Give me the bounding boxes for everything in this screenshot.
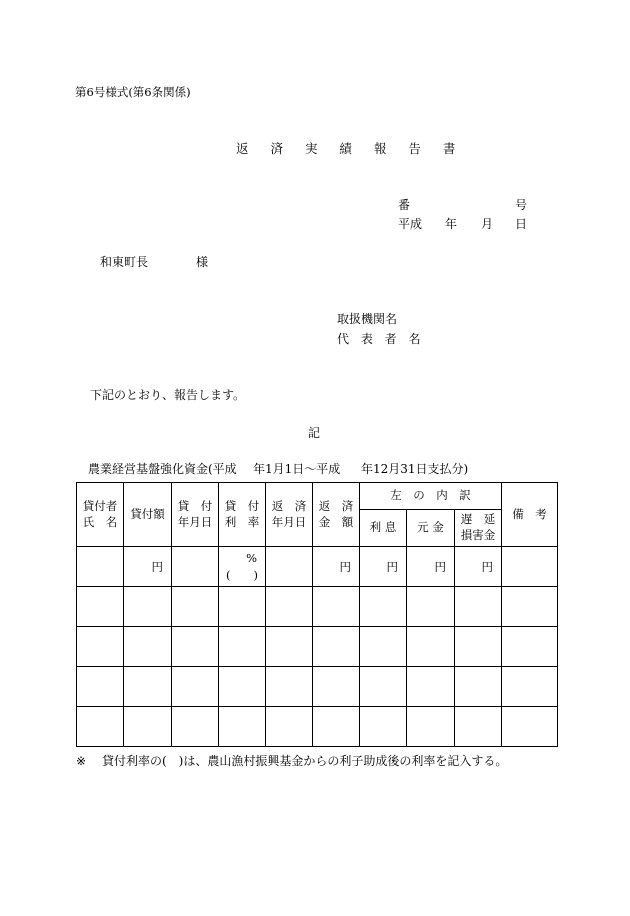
institution-name-label: 取扱機関名	[337, 312, 398, 326]
date-era: 平成	[398, 217, 423, 231]
cell-late-fee[interactable]	[455, 627, 502, 667]
header-breakdown: 左 の 内 訳	[360, 483, 502, 510]
cell-loan-date[interactable]	[172, 547, 219, 587]
cell-late-fee[interactable]	[455, 587, 502, 627]
header-repay-amount: 返 済 金 額	[313, 483, 360, 547]
cell-repay-amount[interactable]: 円	[313, 547, 360, 587]
cell-repay-date[interactable]	[266, 627, 313, 667]
header-late-fee: 遅 延 損害金	[455, 510, 502, 547]
cell-repay-amount[interactable]	[313, 667, 360, 707]
caption-mid: 年1月1日〜平成	[253, 462, 341, 476]
date-year: 年	[445, 217, 458, 231]
form-number: 第6号様式(第6条関係)	[75, 85, 191, 99]
intro-text: 下記のとおり、報告します。	[90, 388, 246, 402]
cell-principal[interactable]	[407, 707, 455, 747]
header-remarks: 備 考	[502, 483, 558, 547]
header-row-top	[77, 483, 558, 510]
cell-late-fee[interactable]: 円	[455, 547, 502, 587]
cell-interest[interactable]: 円	[360, 547, 407, 587]
cell-amount[interactable]	[124, 667, 172, 707]
header-amount: 貸付額	[124, 483, 172, 547]
addressee-honorific: 様	[196, 255, 209, 269]
cell-rate[interactable]	[219, 627, 266, 667]
cell-late-fee[interactable]	[455, 707, 502, 747]
cell-late-fee[interactable]	[455, 667, 502, 707]
cell-loan-date[interactable]	[172, 587, 219, 627]
cell-rate[interactable]	[219, 707, 266, 747]
table-row	[77, 707, 558, 747]
header-principal: 元 金	[407, 510, 455, 547]
cell-borrower[interactable]	[77, 587, 124, 627]
cell-amount[interactable]	[124, 587, 172, 627]
cell-loan-date[interactable]	[172, 707, 219, 747]
cell-repay-date[interactable]	[266, 587, 313, 627]
cell-remarks[interactable]	[502, 667, 558, 707]
header-rate: 貸 付 利 率	[219, 483, 266, 547]
cell-interest[interactable]	[360, 587, 407, 627]
cell-amount[interactable]: 円	[124, 547, 172, 587]
footnote-mark: ※	[76, 754, 87, 768]
cell-principal[interactable]	[407, 627, 455, 667]
cell-remarks[interactable]	[502, 587, 558, 627]
repayment-table	[76, 482, 558, 747]
document-number-label: 番	[398, 198, 411, 212]
cell-principal[interactable]	[407, 667, 455, 707]
table-row	[77, 587, 558, 627]
cell-amount[interactable]	[124, 707, 172, 747]
footnote-text: 貸付利率の( )は、農山漁村振興基金からの利子助成後の利率を記入する。	[102, 754, 508, 768]
cell-borrower[interactable]	[77, 667, 124, 707]
cell-repay-date[interactable]	[266, 547, 313, 587]
ki-heading: 記	[308, 426, 321, 440]
cell-interest[interactable]	[360, 707, 407, 747]
header-loan-date: 貸 付 年月日	[172, 483, 219, 547]
representative-name-label: 代 表 者 名	[337, 332, 425, 346]
cell-rate[interactable]	[219, 587, 266, 627]
caption-end: 年12月31日支払分)	[361, 462, 469, 476]
caption-open: 農業経営基盤強化資金(平成	[88, 462, 237, 476]
cell-rate[interactable]	[219, 667, 266, 707]
table-row	[77, 667, 558, 707]
document-number-suffix: 号	[515, 198, 528, 212]
table-row	[77, 547, 558, 587]
cell-remarks[interactable]	[502, 547, 558, 587]
cell-borrower[interactable]	[77, 707, 124, 747]
cell-principal[interactable]	[407, 587, 455, 627]
cell-rate[interactable]: % ( )	[219, 547, 266, 587]
date-day: 日	[515, 217, 528, 231]
header-interest: 利 息	[360, 510, 407, 547]
cell-borrower[interactable]	[77, 547, 124, 587]
cell-principal[interactable]: 円	[407, 547, 455, 587]
cell-repay-amount[interactable]	[313, 707, 360, 747]
document-title: 返 済 実 績 報 告 書	[236, 141, 465, 156]
table-row	[77, 627, 558, 667]
cell-interest[interactable]	[360, 667, 407, 707]
cell-loan-date[interactable]	[172, 627, 219, 667]
cell-repay-date[interactable]	[266, 707, 313, 747]
cell-remarks[interactable]	[502, 707, 558, 747]
cell-repay-amount[interactable]	[313, 627, 360, 667]
cell-loan-date[interactable]	[172, 667, 219, 707]
cell-amount[interactable]	[124, 627, 172, 667]
cell-repay-amount[interactable]	[313, 587, 360, 627]
header-borrower: 貸付者 氏 名	[77, 483, 124, 547]
date-month: 月	[481, 217, 494, 231]
cell-remarks[interactable]	[502, 627, 558, 667]
cell-repay-date[interactable]	[266, 667, 313, 707]
header-repay-date: 返 済 年月日	[266, 483, 313, 547]
addressee-name: 和東町長	[100, 255, 149, 269]
cell-interest[interactable]	[360, 627, 407, 667]
cell-borrower[interactable]	[77, 627, 124, 667]
